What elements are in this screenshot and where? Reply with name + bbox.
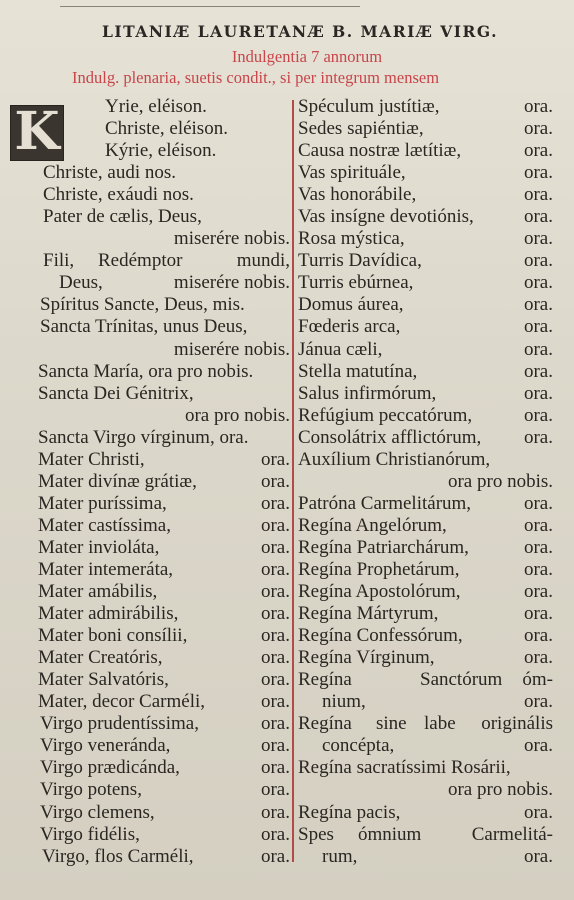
litany-line: Jánua cæli, ora. xyxy=(298,338,553,360)
litany-line: Regína Confessórum, ora. xyxy=(298,625,553,647)
litany-line: Regína Sanctórum óm- xyxy=(298,669,553,691)
litany-line: Domus áurea, ora. xyxy=(298,294,553,316)
litany-line: Virgo fidélis, ora. xyxy=(40,823,290,845)
litany-line: Virgo clemens, ora. xyxy=(40,801,290,823)
litany-line: Regína pacis, ora. xyxy=(298,801,553,823)
litany-line: ora pro nobis. xyxy=(447,470,553,492)
litany-line: Causa nostræ lætítiæ, ora. xyxy=(298,140,553,162)
litany-line: Turris Davídica, ora. xyxy=(298,250,553,272)
litany-line: Mater divínæ grátiæ, ora. xyxy=(38,470,290,492)
litany-line: rum, ora. xyxy=(322,845,553,867)
litany-line: Regína Angelórum, ora. xyxy=(298,514,553,536)
right-column xyxy=(298,96,553,868)
litany-line: Regína sacratíssimi Rosárii, xyxy=(298,757,511,779)
litany-line: Regína sine labe originális xyxy=(298,713,553,735)
litany-line: Salus infirmórum, ora. xyxy=(298,382,553,404)
litany-line: Mater boni consílii, ora. xyxy=(38,625,290,647)
litany-line: Mater Creatóris, ora. xyxy=(38,647,290,669)
litany-line: Spíritus Sancte, Deus, mis. xyxy=(40,294,245,316)
litany-line: miserére nobis. xyxy=(173,228,290,250)
litany-line: Sancta Virgo vírginum, ora. xyxy=(38,426,249,448)
initial-letter: K xyxy=(14,101,60,162)
litany-line: Regína Apostolórum, ora. xyxy=(298,581,553,603)
litany-line: Mater admirábilis, ora. xyxy=(38,603,290,625)
top-rule xyxy=(60,6,360,7)
litany-line: Refúgium peccatórum, ora. xyxy=(298,404,553,426)
litany-line: Virgo prudentíssima, ora. xyxy=(40,713,290,735)
left-column xyxy=(38,96,290,868)
litany-line: Spes ómnium Carmelitá- xyxy=(298,823,553,845)
litany-line: Consolátrix afflictórum, ora. xyxy=(298,426,553,448)
litany-line: Mater, decor Carméli, ora. xyxy=(38,691,290,713)
litany-line: ora pro nobis. xyxy=(184,404,290,426)
litany-line: Turris ebúrnea, ora. xyxy=(298,272,553,294)
litany-line: Sancta Dei Génitrix, xyxy=(38,382,194,404)
litany-line: Mater Christi, ora. xyxy=(38,448,290,470)
litany-line: Mater Salvatóris, ora. xyxy=(38,669,290,691)
litany-line: miserére nobis. xyxy=(173,338,290,360)
litany-line: Christe, audi nos. xyxy=(43,162,176,184)
litany-line: Pater de cælis, Deus, xyxy=(43,206,202,228)
litany-line: Kýrie, eléison. xyxy=(105,140,217,162)
litany-line: Christe, eléison. xyxy=(105,118,228,140)
litany-line: Vas spirituále, ora. xyxy=(298,162,553,184)
litany-line: Vas honorábile, ora. xyxy=(298,184,553,206)
litany-line: Spéculum justítiæ, ora. xyxy=(298,96,553,117)
litany-line: Sancta Trínitas, unus Deus, xyxy=(40,316,248,338)
litany-line: Virgo veneránda, ora. xyxy=(40,735,290,757)
column-divider xyxy=(292,100,294,862)
litany-line: Sancta María, ora pro nobis. xyxy=(38,360,254,382)
litany-line: Regína Mártyrum, ora. xyxy=(298,603,553,625)
litany-line: Mater puríssima, ora. xyxy=(38,492,290,514)
litany-line: Stella matutína, ora. xyxy=(298,360,553,382)
litany-line: Regína Prophetárum, ora. xyxy=(298,558,553,580)
litany-line: Yrie, eléison. xyxy=(105,96,207,117)
litany-line: Christe, exáudi nos. xyxy=(43,184,194,206)
litany-line: Fœderis arca, ora. xyxy=(298,316,553,338)
litany-line: Mater amábilis, ora. xyxy=(38,581,290,603)
litany-line: concépta, ora. xyxy=(322,735,553,757)
page-title: LITANIÆ LAURETANÆ B. MARIÆ VIRG. xyxy=(101,22,499,41)
indulgence-line-2: Indulg. plenaria, suetis condit., si per integrum mensem xyxy=(72,68,440,87)
indulgence-line-1: Indulgentia 7 annorum xyxy=(231,47,383,66)
litany-line: nium, ora. xyxy=(322,691,553,713)
litany-line: Mater invioláta, ora. xyxy=(38,536,290,558)
litany-line: ora pro nobis. xyxy=(447,779,553,801)
litany-line: Vas insígne devotiónis, ora. xyxy=(298,206,553,228)
litany-line: Virgo prædicánda, ora. xyxy=(40,757,290,779)
litany-line: Auxílium Christianórum, xyxy=(298,448,491,470)
litany-line: Deus, miserére nobis. xyxy=(59,272,290,294)
litany-line: Regína Patriarchárum, ora. xyxy=(298,536,553,558)
litany-line: Sedes sapiéntiæ, ora. xyxy=(298,118,553,140)
litany-line: Regína Vírginum, ora. xyxy=(298,647,553,669)
litany-line: Virgo, flos Carméli, ora. xyxy=(42,845,290,867)
litany-line: Rosa mýstica, ora. xyxy=(298,228,553,250)
litany-line: Mater castíssima, ora. xyxy=(38,514,290,536)
litany-line: Fili, Redémptor mundi, xyxy=(43,250,290,272)
litany-line: Patróna Carmelitárum, ora. xyxy=(298,492,553,514)
litany-line: Virgo potens, ora. xyxy=(40,779,290,801)
litany-line: Mater intemeráta, ora. xyxy=(38,558,290,580)
